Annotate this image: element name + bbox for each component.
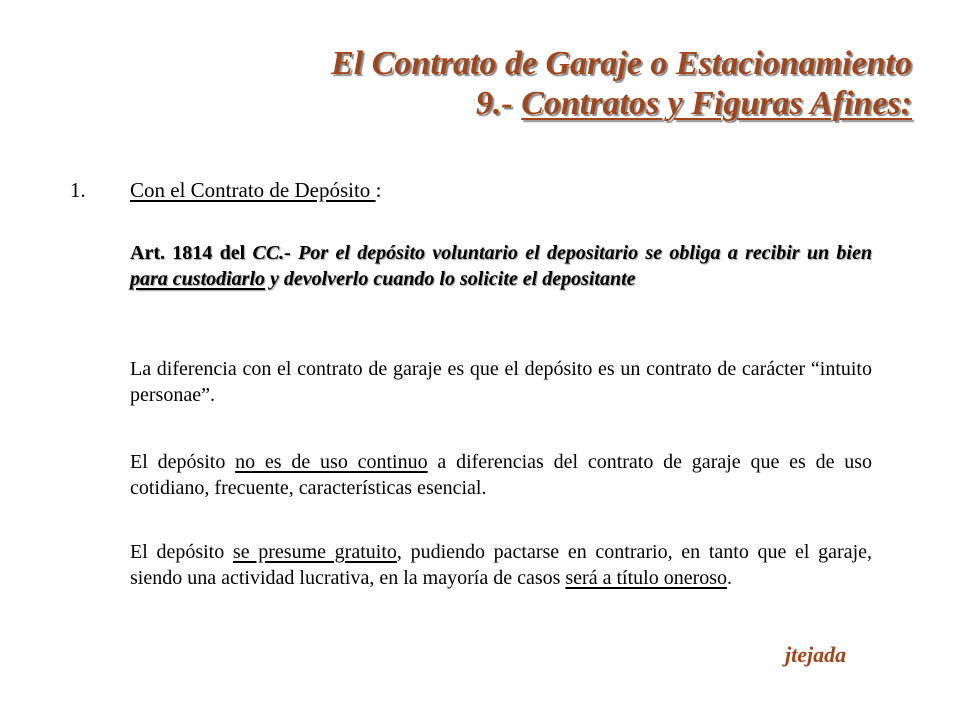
paragraph-2-a: El depósito	[130, 451, 236, 473]
title-line-2-prefix: 9.-	[475, 85, 522, 122]
author-signature: jtejada	[785, 642, 847, 667]
paragraph-3-a: El depósito	[130, 541, 233, 563]
paragraph-2-b: a diferencias del contrato de garaje que es de uso cotidiano, frecuente, características esencial.	[130, 451, 873, 499]
paragraph-2	[130, 449, 872, 501]
paragraph-2-underlined: no es de uso continuo	[235, 451, 428, 473]
section-heading-text: Con el Contrato de Depósito	[130, 178, 376, 202]
paragraph-3-underlined-1: se presume gratuito	[232, 541, 397, 563]
slide-title	[152, 44, 912, 124]
section-heading	[70, 178, 381, 203]
title-line-2-underlined: Contratos y Figuras Afines:	[521, 85, 912, 122]
article-body-a: CC.- Por el depósito voluntario el depositario se obliga a recibir un bien	[252, 242, 872, 264]
paragraph-1: La diferencia con el contrato de garaje es que el depósito es un contrato de carácter “intuito personae”.	[130, 358, 872, 406]
article-body-b: y devolverlo cuando lo solicite el depositante	[265, 268, 636, 290]
article-underlined: para custodiarlo	[130, 268, 266, 290]
title-line-1: El Contrato de Garaje o Estacionamiento	[331, 45, 912, 82]
paragraph-3	[130, 539, 872, 591]
title-line-2	[152, 84, 912, 124]
paragraph-3-c: .	[727, 567, 733, 589]
paragraph-3-underlined-2: será a título oneroso	[565, 567, 728, 589]
article-lead: Art. 1814 del	[130, 242, 253, 264]
paragraph-3-b: , pudiendo pactarse en contrario, en tanto que el garaje, siendo una actividad lucrativa, en la mayoría de casos	[130, 541, 873, 589]
section-number: 1.	[70, 178, 86, 202]
section-heading-suffix: :	[375, 178, 382, 202]
article-quote	[130, 240, 872, 292]
